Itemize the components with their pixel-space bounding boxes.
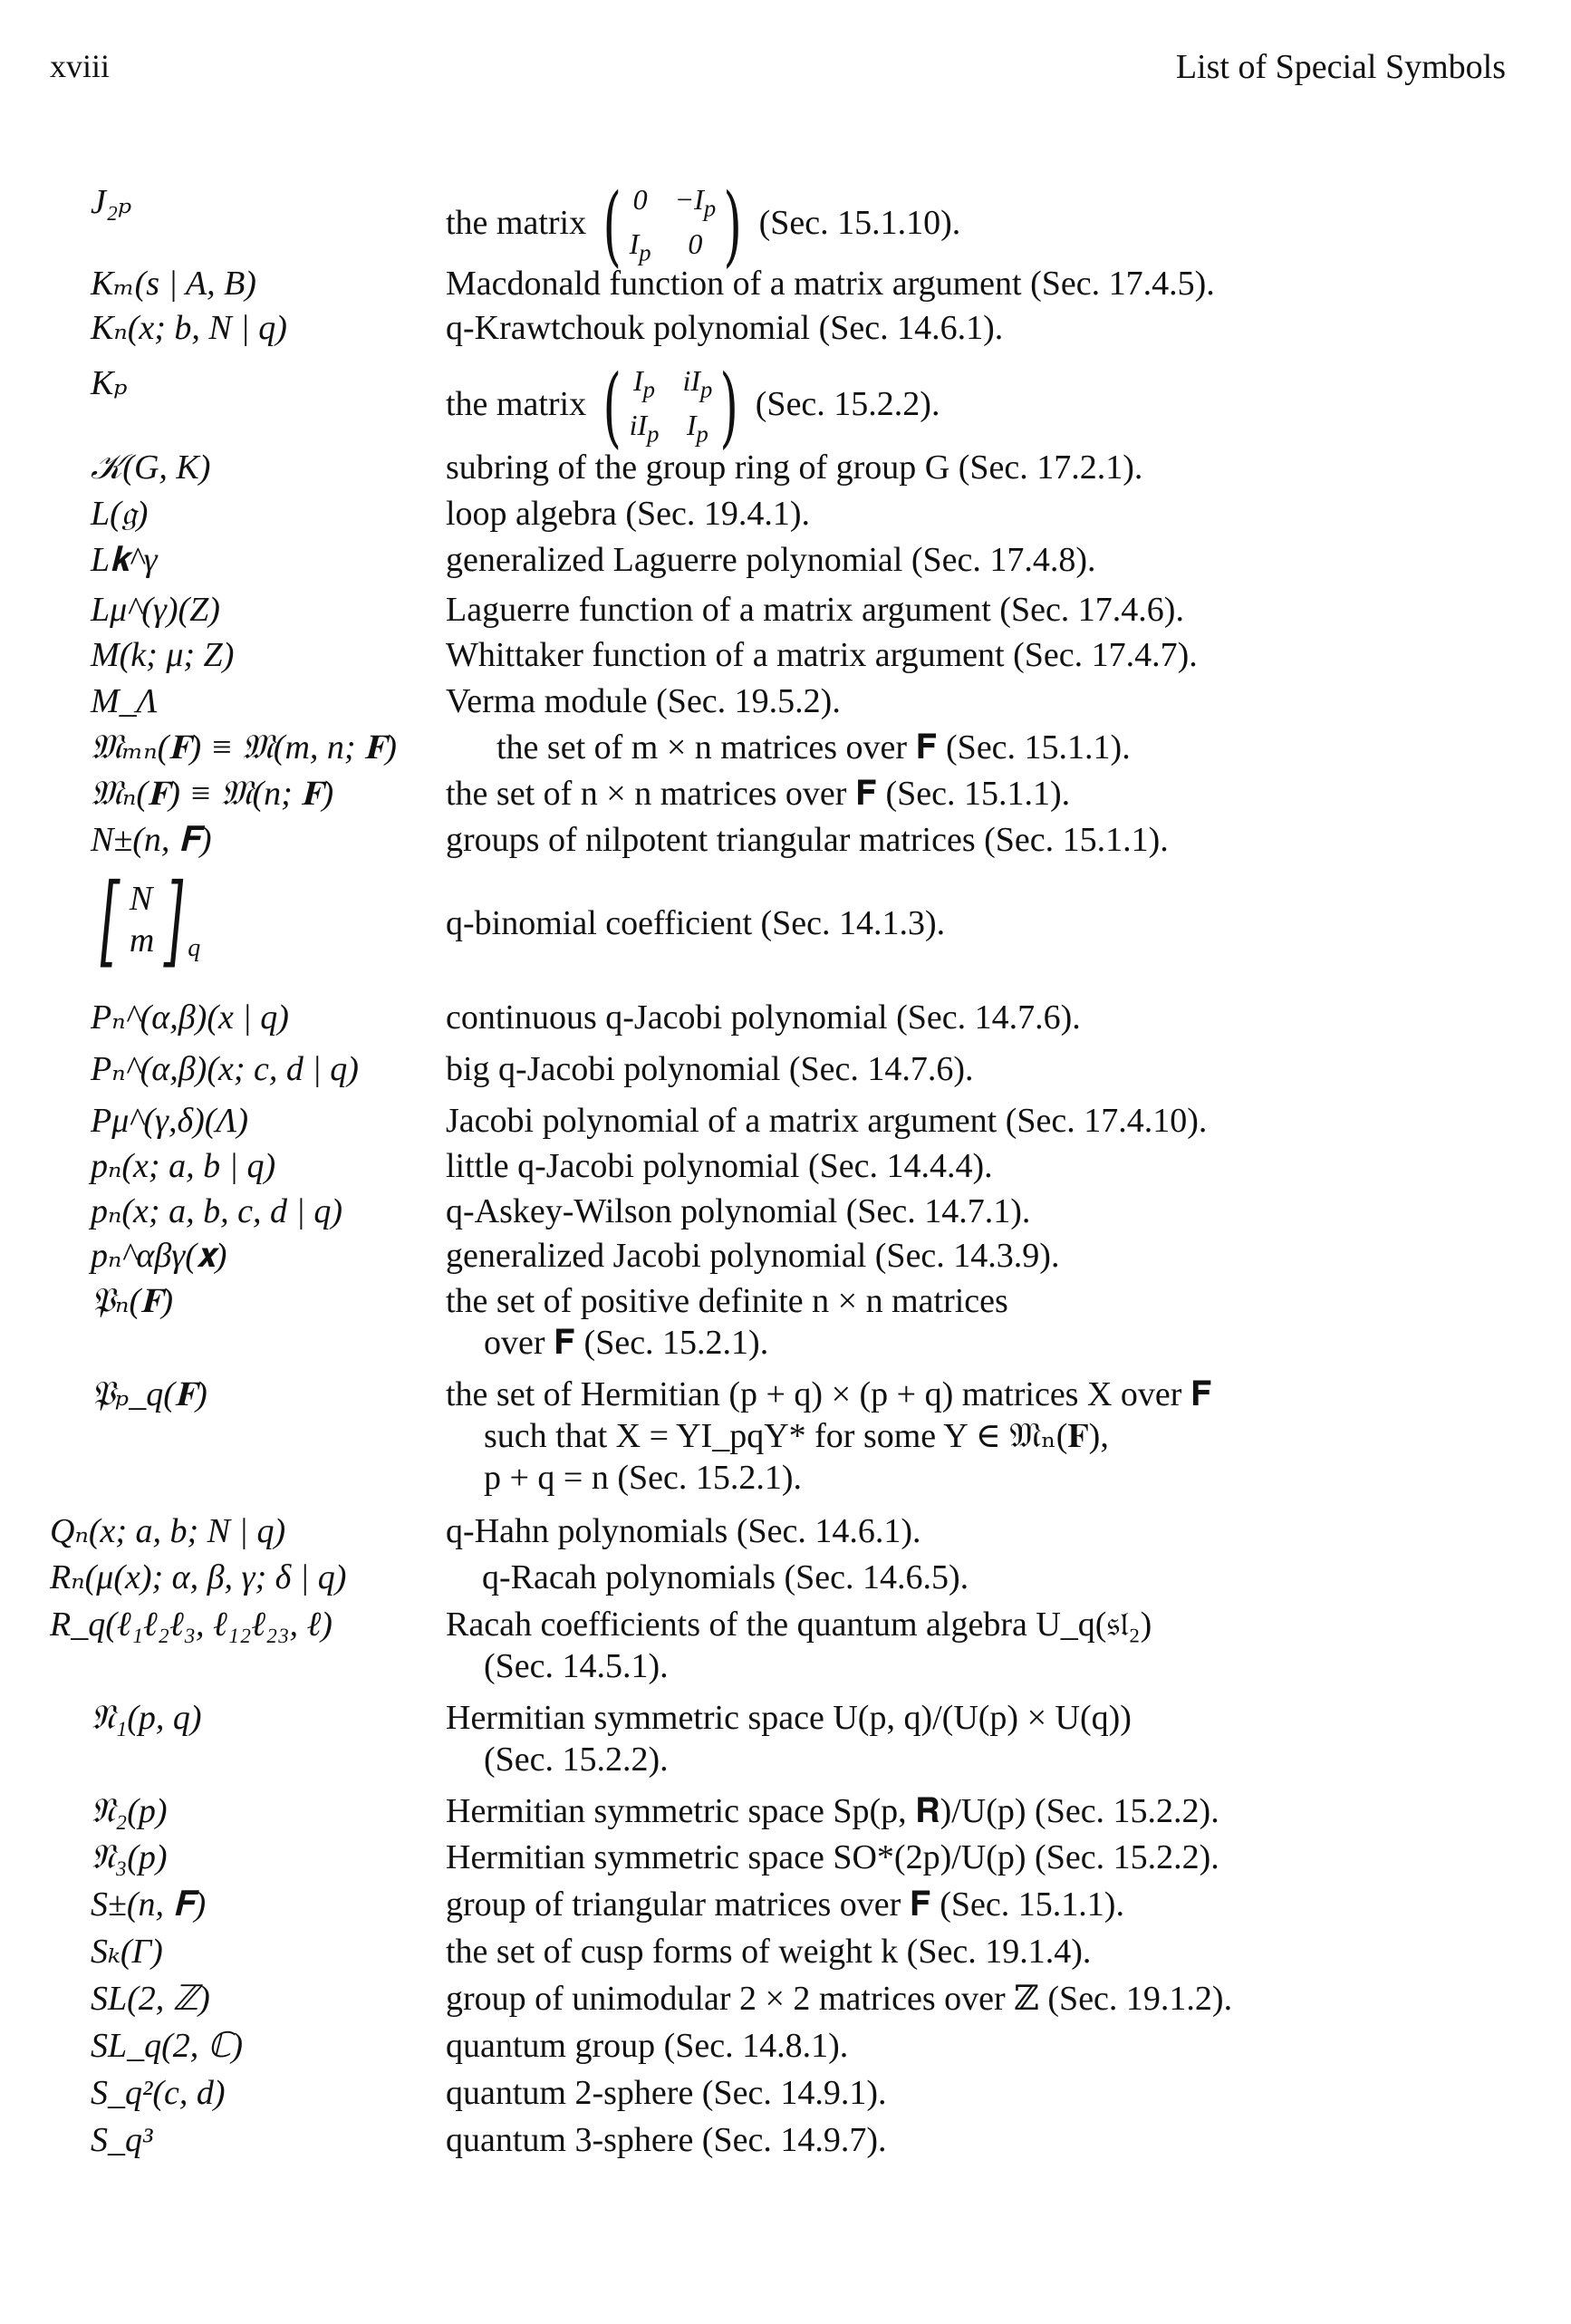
symbol: 𝔐ₙ(𝐅) ≡ 𝔐(n; 𝐅) [91,775,334,813]
description: Hermitian symmetric space U(p, q)/(U(p) × U(q)) (Sec. 15.2.2). [446,1699,1132,1779]
symbol: Kₙ(x; b, N | q) [91,309,287,347]
description: big q-Jacobi polynomial (Sec. 14.7.6). [446,1050,974,1088]
description: generalized Jacobi polynomial (Sec. 14.3.9). [446,1237,1060,1275]
symbol: pₙ(x; a, b, c, d | q) [91,1192,343,1230]
symbol: S_q²(c, d) [91,2074,226,2112]
description: quantum 2-sphere (Sec. 14.9.1). [446,2074,887,2112]
description: q-Hahn polynomials (Sec. 14.6.1). [446,1512,921,1550]
description: the set of positive definite n × n matrices over 𝐅 (Sec. 15.2.1). [446,1282,1008,1362]
symbol: M(k; μ; Z) [91,636,235,674]
description: Macdonald function of a matrix argument (Sec. 17.4.5). [446,265,1215,303]
q-binomial-symbol: [ N m ] q [100,862,201,978]
symbol: Lμ^(γ)(Z) [91,591,220,629]
description: continuous q-Jacobi polynomial (Sec. 14.7.6). [446,998,1081,1037]
description: quantum group (Sec. 14.8.1). [446,2027,849,2065]
description: q-Krawtchouk polynomial (Sec. 14.6.1). [446,309,1004,347]
description: the set of m × n matrices over 𝐅 (Sec. 15.1.1). [496,728,1131,767]
symbol: R_q(ℓ₁ℓ₂ℓ₃, ℓ₁₂ℓ₂₃, ℓ) [50,1606,333,1644]
symbol: L𝐤^γ [91,541,158,579]
symbol: 𝔑₁(p, q) [91,1699,202,1737]
symbol: SL_q(2, ℂ) [91,2027,243,2065]
page-number: xviii [50,48,111,84]
matrix-kp: ( $I_p$ $iI_p$ $iI_p$ $I_p$ ) [602,356,739,458]
description: little q-Jacobi polynomial (Sec. 14.4.4). [446,1147,993,1185]
symbol: M_Λ [91,682,158,720]
description: quantum 3-sphere (Sec. 14.9.7). [446,2121,887,2159]
symbol: 𝔑₃(p) [91,1838,168,1876]
description: Whittaker function of a matrix argument (Sec. 17.4.7). [446,636,1198,674]
symbol: Rₙ(μ(x); α, β, γ; δ | q) [50,1558,347,1596]
description: the set of cusp forms of weight k (Sec. 19.1.4). [446,1933,1092,1971]
description: Laguerre function of a matrix argument (Sec. 17.4.6). [446,591,1184,629]
description: q-Racah polynomials (Sec. 14.6.5). [482,1558,969,1596]
symbol [91,862,201,978]
symbol: Qₙ(x; a, b; N | q) [50,1512,286,1550]
symbol: J₂ₚ [91,183,132,221]
description: loop algebra (Sec. 19.4.1). [446,495,811,533]
symbol: S_q³ [91,2121,153,2159]
symbol: pₙ(x; a, b | q) [91,1147,276,1185]
symbol: S±(n, 𝐅) [91,1885,207,1924]
description: Racah coefficients of the quantum algebra U_q(𝔰𝔩₂) (Sec. 14.5.1). [446,1606,1152,1685]
description: Hermitian symmetric space SO*(2p)/U(p) (Sec. 15.2.2). [446,1838,1219,1876]
symbol: Pₙ^(α,β)(x | q) [91,998,289,1037]
description: group of unimodular 2 × 2 matrices over ℤ (Sec. 19.1.2). [446,1980,1233,2018]
description: subring of the group ring of group G (Sec. 17.2.1). [446,448,1143,487]
description: the set of Hermitian (p + q) × (p + q) matrices X over 𝐅 such that X = YI_pqY* for some Y ∈ 𝔐ₙ(𝐅), p + q = n (Sec. 15.2.1). [446,1375,1212,1497]
symbol: 𝒦(G, K) [91,448,211,487]
description: the matrix ( 0 $-I_p$ $I_p$ 0 ) (Sec. 15.1.10). [446,175,961,277]
description: Hermitian symmetric space Sp(p, 𝐑)/U(p) (Sec. 15.2.2). [446,1792,1219,1830]
symbol: 𝔓ₚ_q(𝐅) [91,1375,207,1413]
symbol: L(𝔤) [91,495,149,533]
symbol: pₙ^αβγ(𝐱) [91,1237,227,1275]
symbol: Pμ^(γ,δ)(Λ) [91,1102,249,1140]
symbol: Kₘ(s | A, B) [91,265,256,303]
symbol: SL(2, ℤ) [91,1980,210,2018]
symbol: Kₚ [91,364,128,402]
description: Jacobi polynomial of a matrix argument (Sec. 17.4.10). [446,1102,1208,1140]
description: group of triangular matrices over 𝐅 (Sec. 15.1.1). [446,1885,1124,1924]
symbol: 𝔐ₘₙ(𝐅) ≡ 𝔐(m, n; 𝐅) [91,728,397,767]
description: q-binomial coefficient (Sec. 14.1.3). [446,904,946,942]
symbol: Pₙ^(α,β)(x; c, d | q) [91,1050,359,1088]
description: the matrix ( $I_p$ $iI_p$ $iI_p$ $I_p$ ) (Sec. 15.2.2). [446,356,940,458]
description: Verma module (Sec. 19.5.2). [446,682,841,720]
matrix-j2p: ( 0 $-I_p$ $I_p$ 0 ) [602,175,743,277]
description: q-Askey-Wilson polynomial (Sec. 14.7.1). [446,1192,1031,1230]
symbol: 𝔑₂(p) [91,1792,168,1830]
description: groups of nilpotent triangular matrices (Sec. 15.1.1). [446,821,1169,859]
description: the set of n × n matrices over 𝐅 (Sec. 15.1.1). [446,775,1071,813]
symbol: 𝔓ₙ(𝐅) [91,1282,173,1320]
running-title: List of Special Symbols [1175,48,1506,86]
symbol: Sₖ(Γ) [91,1933,163,1971]
description: generalized Laguerre polynomial (Sec. 17.4.8). [446,541,1096,579]
symbol: N±(n, 𝐅) [91,821,212,859]
